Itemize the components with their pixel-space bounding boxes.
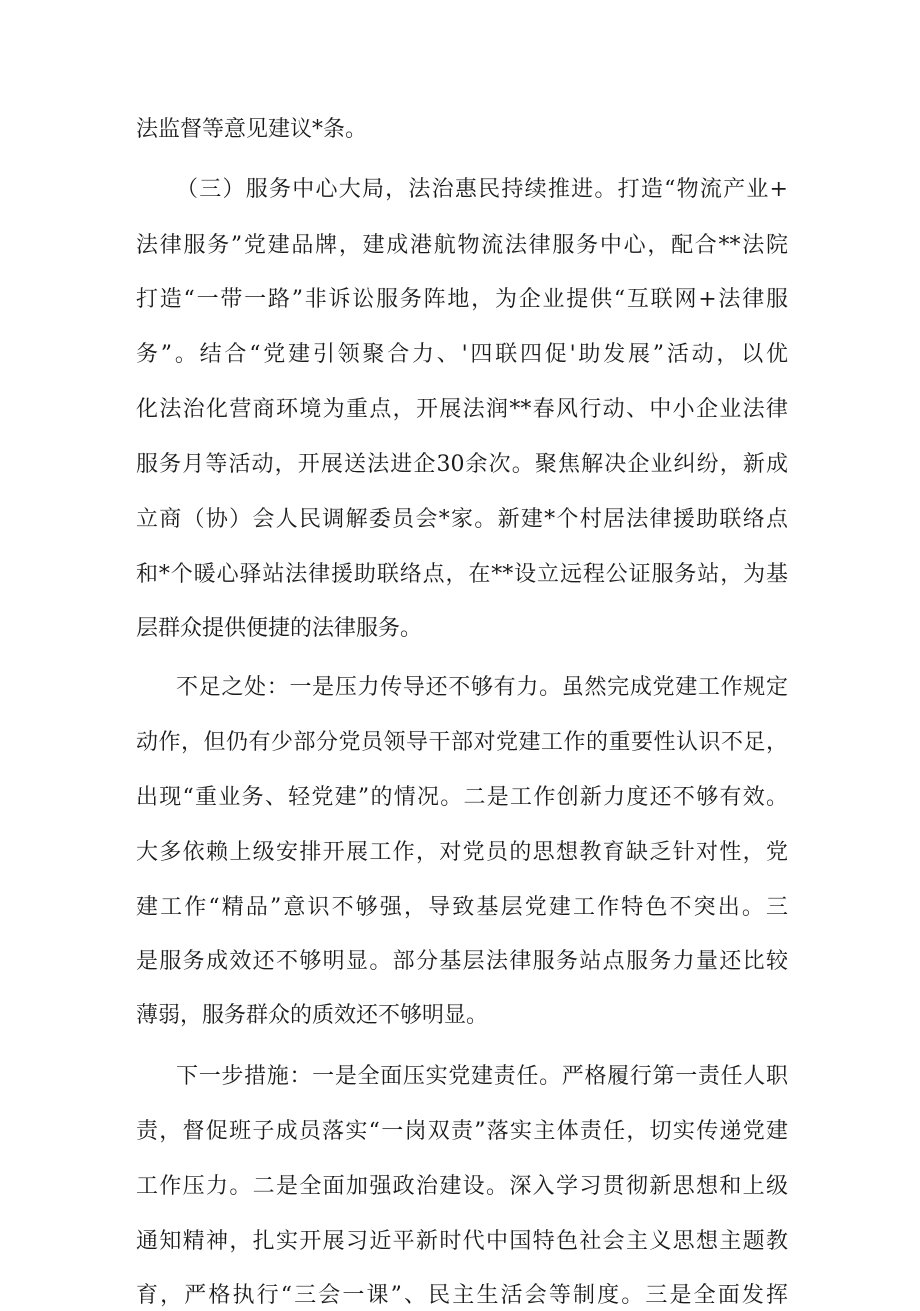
text-line: 薄弱，服务群众的质效还不够明显。 [136, 1003, 489, 1028]
text-line: 大多依赖上级安排开展工作，对党员的思想教育缺乏针对性，党 [136, 840, 788, 865]
text-line: 化法治化营商环境为重点，开展法润**春风行动、中小企业法律 [136, 397, 788, 422]
text-line: 责，督促班子成员落实“一岗双责”落实主体责任，切实传递党建 [136, 1119, 788, 1144]
text-line: 下一步措施：一是全面压实党建责任。严格履行第一责任人职 [176, 1064, 788, 1089]
text-line: 动作，但仍有少部分党员领导干部对党建工作的重要性认识不足， [136, 730, 788, 755]
text-line: 和*个暖心驿站法律援助联络点，在**设立远程公证服务站，为基 [136, 562, 788, 587]
text-line: 层群众提供便捷的法律服务。 [136, 616, 423, 641]
text-line: 建工作“精品”意识不够强，导致基层党建工作特色不突出。三 [136, 895, 788, 920]
text-line: 打造“一带一路”非诉讼服务阵地，为企业提供“互联网+法律服 [136, 287, 788, 312]
text-line: 务”。结合“党建引领聚合力、'四联四促'助发展”活动，以优 [136, 342, 788, 367]
text-line: 出现“重业务、轻党建”的情况。二是工作创新力度还不够有效。 [136, 785, 788, 810]
text-line: 法律服务”党建品牌，建成港航物流法律服务中心，配合**法院 [136, 233, 788, 258]
text-line: （三）服务中心大局，法治惠民持续推进。打造“物流产业+ [176, 177, 788, 202]
text-line: 是服务成效还不够明显。部分基层法律服务站点服务力量还比较 [136, 949, 788, 974]
text-line: 立商（协）会人民调解委员会*家。新建*个村居法律援助联络点 [136, 507, 788, 532]
text-line: 法监督等意见建议*条。 [136, 117, 368, 142]
text-line: 工作压力。二是全面加强政治建设。深入学习贯彻新思想和上级 [136, 1174, 788, 1199]
text-line: 服务月等活动，开展送法进企30余次。聚焦解决企业纠纷，新成 [136, 452, 788, 477]
text-line: 育，严格执行“三会一课”、民主生活会等制度。三是全面发挥 [136, 1283, 788, 1308]
text-line: 通知精神，扎实开展习近平新时代中国特色社会主义思想主题教 [136, 1229, 788, 1254]
text-line: 不足之处：一是压力传导还不够有力。虽然完成党建工作规定 [176, 675, 788, 700]
